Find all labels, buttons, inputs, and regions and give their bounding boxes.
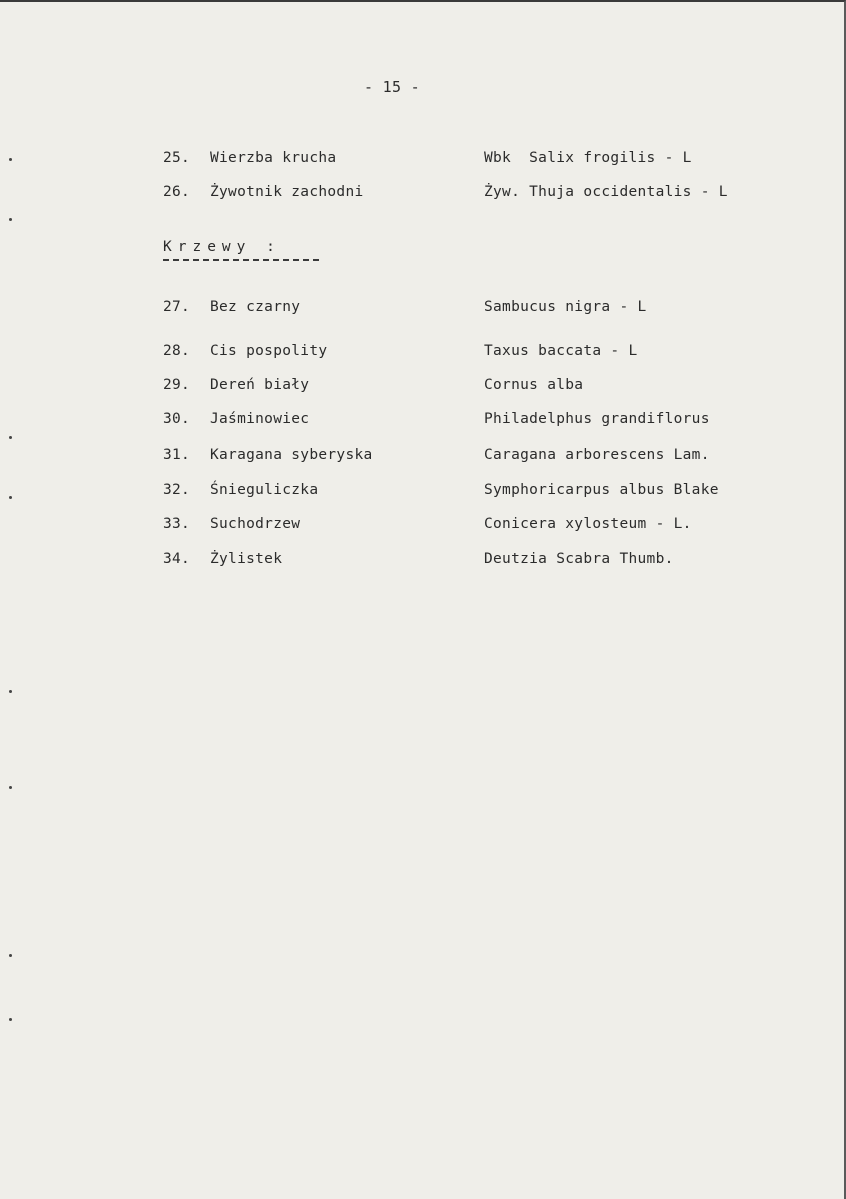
polish-name: Żywotnik zachodni (210, 184, 364, 200)
latin-name: Philadelphus grandiflorus (484, 411, 710, 427)
item-number: 26. (163, 184, 191, 200)
polish-name: Jaśminowiec (210, 411, 310, 427)
item-number: 32. (163, 482, 191, 498)
latin-name: Deutzia Scabra Thumb. (484, 551, 674, 567)
list-item (163, 516, 773, 538)
polish-name: Żylistek (210, 551, 283, 567)
item-number: 29. (163, 377, 191, 393)
section-heading-shrubs: Krzewy : (163, 239, 281, 255)
latin-name: Caragana arborescens Lam. (484, 447, 710, 463)
scan-speck (9, 496, 12, 499)
latin-name: Cornus alba (484, 377, 584, 393)
polish-name: Śnieguliczka (210, 482, 319, 498)
scan-speck (9, 786, 12, 789)
list-item (163, 343, 773, 365)
list-item (163, 184, 773, 206)
latin-name: Wbk Salix frogilis - L (484, 150, 692, 166)
scan-speck (9, 218, 12, 221)
list-item (163, 447, 773, 469)
scan-speck (9, 954, 12, 957)
latin-name: Conicera xylosteum - L. (484, 516, 692, 532)
scan-speck (9, 158, 12, 161)
item-number: 34. (163, 551, 191, 567)
latin-name: Taxus baccata - L (484, 343, 638, 359)
latin-name: Symphoricarpus albus Blake (484, 482, 719, 498)
list-item (163, 377, 773, 399)
list-item (163, 411, 773, 433)
polish-name: Dereń biały (210, 377, 310, 393)
polish-name: Suchodrzew (210, 516, 301, 532)
scan-speck (9, 690, 12, 693)
item-number: 27. (163, 299, 191, 315)
latin-name: Sambucus nigra - L (484, 299, 647, 315)
list-item (163, 150, 773, 172)
item-number: 30. (163, 411, 191, 427)
item-number: 25. (163, 150, 191, 166)
item-number: 33. (163, 516, 191, 532)
latin-name: Żyw. Thuja occidentalis - L (484, 184, 728, 200)
list-item (163, 551, 773, 573)
scan-speck (9, 1018, 12, 1021)
scan-speck (9, 436, 12, 439)
heading-underline (163, 259, 319, 261)
list-item (163, 482, 773, 504)
item-number: 31. (163, 447, 191, 463)
polish-name: Bez czarny (210, 299, 301, 315)
page-number: - 15 - (364, 78, 420, 96)
polish-name: Cis pospolity (210, 343, 328, 359)
polish-name: Wierzba krucha (210, 150, 337, 166)
polish-name: Karagana syberyska (210, 447, 373, 463)
list-item (163, 299, 773, 321)
item-number: 28. (163, 343, 191, 359)
